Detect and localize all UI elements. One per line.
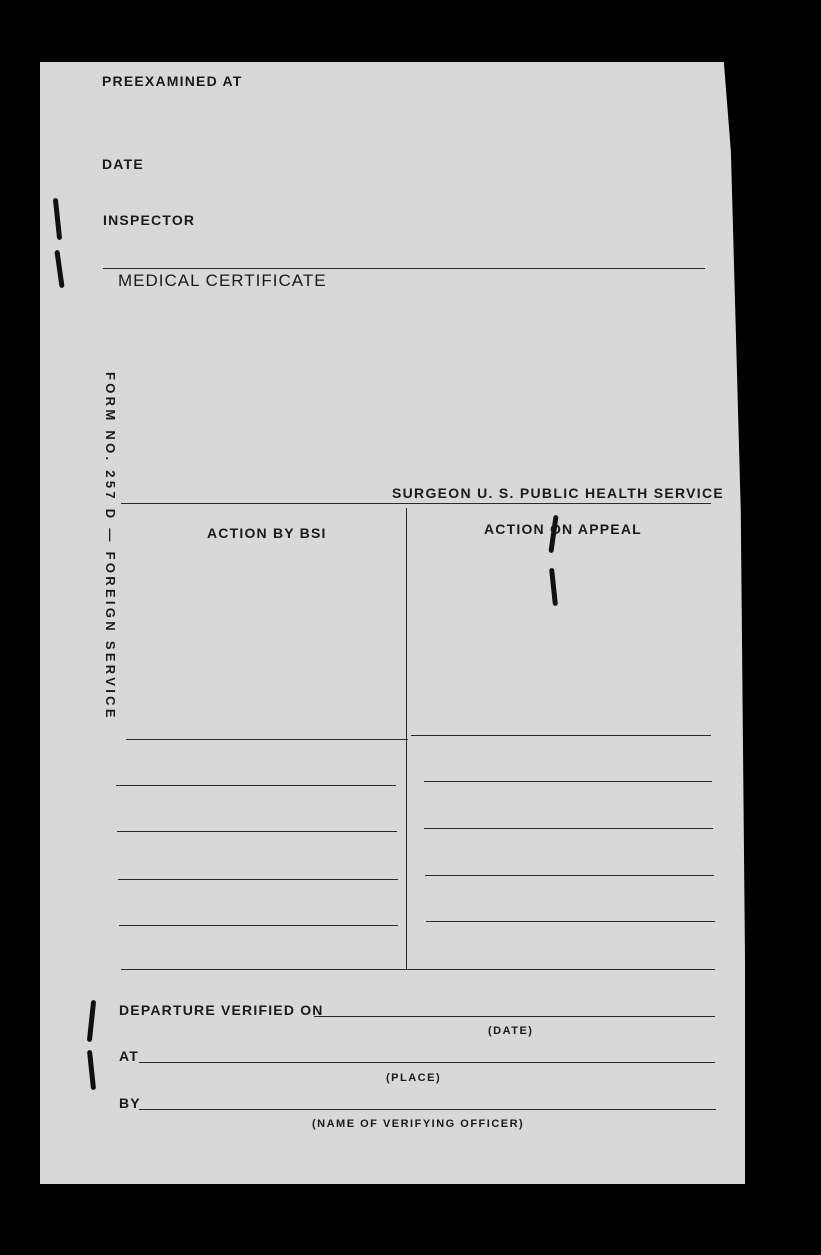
bsi-line-4 <box>118 879 398 880</box>
bsi-line-5 <box>119 925 398 926</box>
bsi-line-1 <box>126 739 408 740</box>
appeal-line-2 <box>424 781 712 782</box>
by-label: BY <box>119 1095 141 1111</box>
at-label: AT <box>119 1048 140 1064</box>
header-divider <box>103 268 705 269</box>
date-caption: (DATE) <box>488 1025 534 1037</box>
preexamined-at-label: PREEXAMINED AT <box>102 73 243 89</box>
place-caption: (PLACE) <box>386 1072 442 1084</box>
surgeon-signature-label: SURGEON U. S. PUBLIC HEALTH SERVICE <box>392 485 725 501</box>
bsi-line-3 <box>117 831 397 832</box>
certificate-title: MEDICAL CERTIFICATE <box>118 271 327 290</box>
inspector-label: INSPECTOR <box>103 212 196 228</box>
appeal-line-5 <box>426 921 715 922</box>
appeal-line-3 <box>424 828 713 829</box>
verifying-officer-caption: (NAME OF VERIFYING OFFICER) <box>312 1118 525 1130</box>
departure-date-line <box>314 1016 715 1017</box>
appeal-line-1 <box>411 735 711 736</box>
action-on-appeal-heading: ACTION ON APPEAL <box>484 521 642 537</box>
departure-verified-label: DEPARTURE VERIFIED ON <box>119 1002 324 1018</box>
bsi-line-2 <box>116 785 396 786</box>
verifying-officer-line <box>139 1109 716 1110</box>
departure-place-line <box>139 1062 715 1063</box>
form-number-vertical: FORM NO. 257 D — FOREIGN SERVICE <box>103 372 118 721</box>
appeal-line-4 <box>425 875 714 876</box>
action-by-bsi-heading: ACTION BY BSI <box>207 525 327 541</box>
action-bottom-divider <box>121 969 715 970</box>
surgeon-divider <box>121 503 711 504</box>
date-label: DATE <box>102 156 144 172</box>
